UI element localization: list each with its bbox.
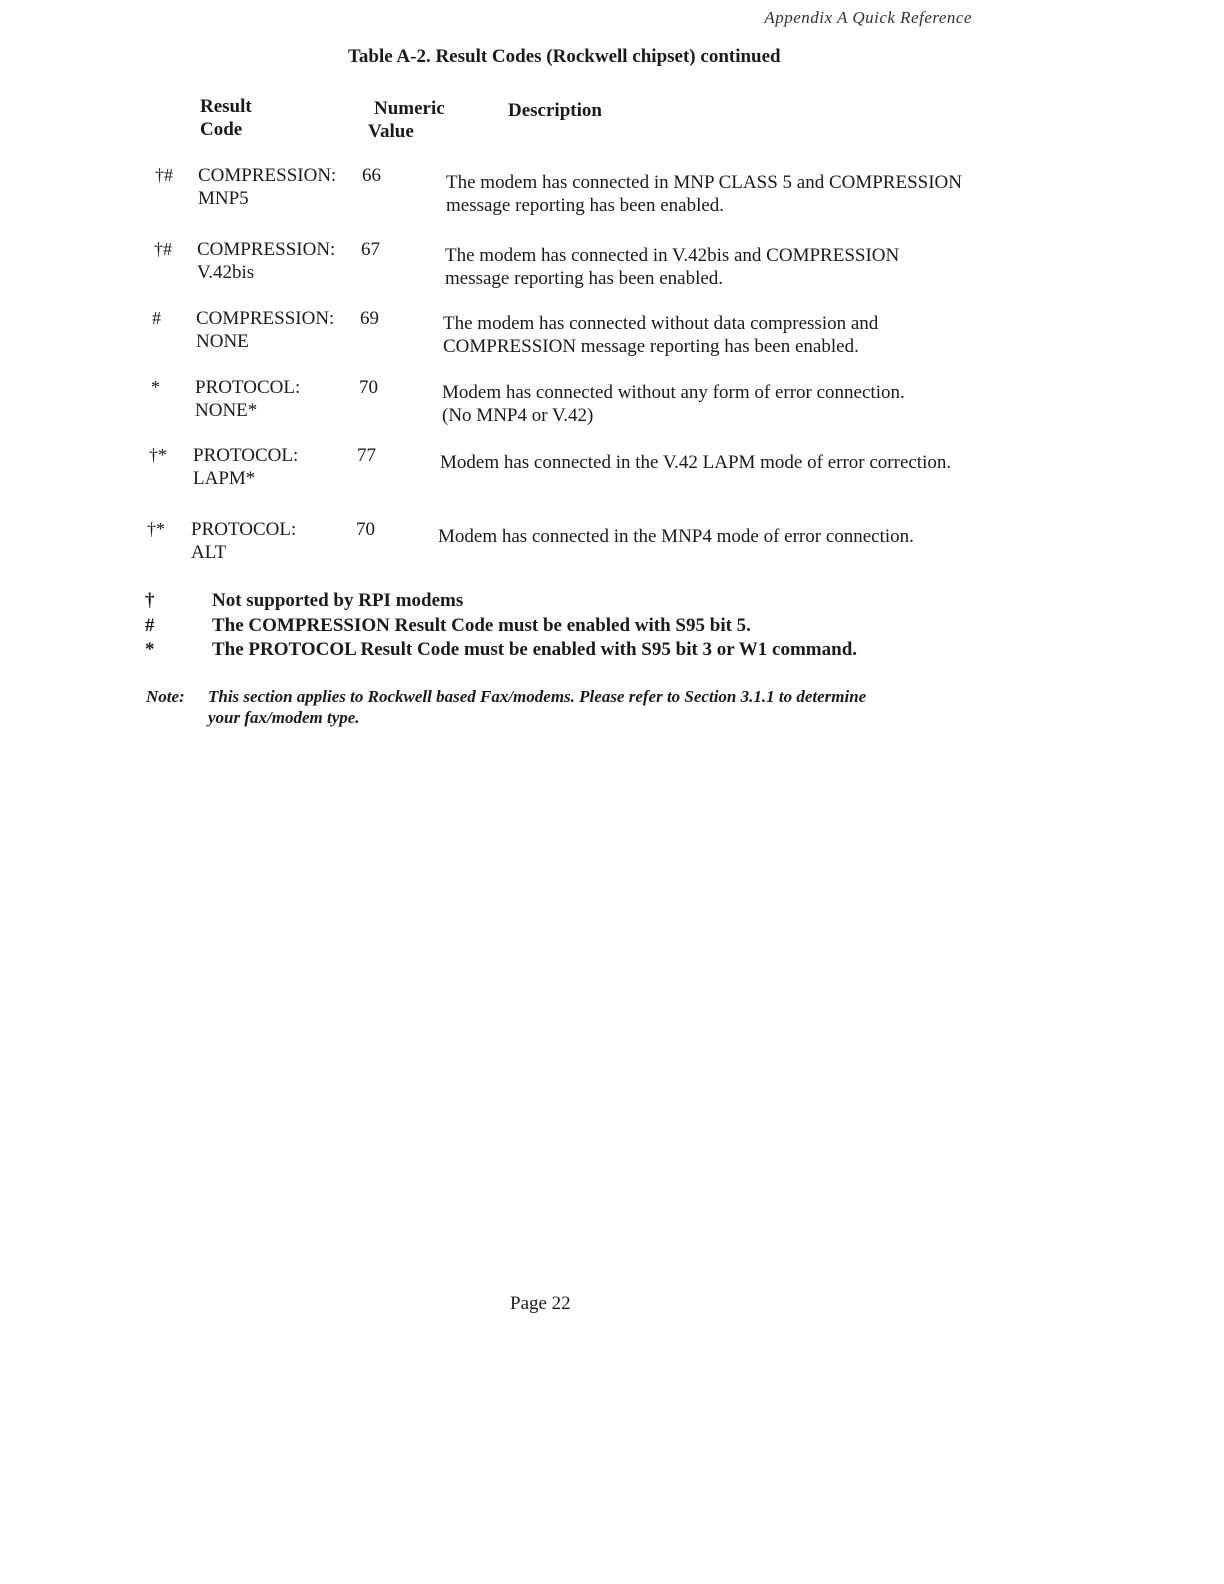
result-code: COMPRESSION: MNP5: [198, 165, 337, 209]
description: The modem has connected without data compression and COMPRESSION message reporting has been enabled.: [443, 313, 879, 357]
result-code: COMPRESSION: NONE: [196, 308, 335, 352]
column-header-result-code: Result Code: [200, 96, 252, 140]
numeric-value: 70: [356, 519, 375, 540]
note-text: This section applies to Rockwell based Fax/modems. Please refer to Section 3.1.1 to determine your fax/modem type.: [208, 687, 867, 727]
footnote-text: The PROTOCOL Result Code must be enabled with S95 bit 3 or W1 command.: [212, 639, 858, 660]
footnote-symbol: †: [145, 590, 155, 611]
description: The modem has connected in MNP CLASS 5 and COMPRESSION message reporting has been enabled.: [446, 172, 962, 216]
running-head: Appendix A Quick Reference: [764, 8, 972, 27]
footnote-text: Not supported by RPI modems: [212, 590, 464, 611]
footnote-symbol: *: [145, 639, 155, 660]
numeric-value: 67: [361, 239, 380, 260]
description: Modem has connected in the MNP4 mode of error connection.: [438, 526, 914, 547]
row-marker: †*: [149, 445, 167, 465]
row-marker: †#: [155, 165, 173, 185]
column-header-numeric-value: Numeric Value: [368, 98, 445, 142]
row-marker: #: [152, 308, 161, 328]
note-label: Note:: [146, 687, 185, 706]
row-marker: †*: [147, 519, 165, 539]
result-code: PROTOCOL: ALT: [191, 519, 297, 563]
numeric-value: 66: [362, 165, 381, 186]
row-marker: *: [151, 377, 160, 397]
row-marker: †#: [154, 239, 172, 259]
result-code: COMPRESSION: V.42bis: [197, 239, 336, 283]
description: Modem has connected in the V.42 LAPM mode of error correction.: [440, 452, 952, 473]
result-code: PROTOCOL: LAPM*: [193, 445, 299, 489]
column-header-description: Description: [508, 100, 602, 121]
table-title: Table A-2. Result Codes (Rockwell chipset) continued: [348, 46, 781, 67]
numeric-value: 70: [359, 377, 378, 398]
footnote-symbol: #: [145, 615, 155, 636]
description: The modem has connected in V.42bis and COMPRESSION message reporting has been enabled.: [445, 245, 900, 289]
description: Modem has connected without any form of error connection. (No MNP4 or V.42): [442, 382, 905, 426]
page-number: Page 22: [510, 1293, 571, 1314]
numeric-value: 77: [357, 445, 376, 466]
result-code: PROTOCOL: NONE*: [195, 377, 301, 421]
numeric-value: 69: [360, 308, 379, 329]
footnote-text: The COMPRESSION Result Code must be enabled with S95 bit 5.: [212, 615, 751, 636]
